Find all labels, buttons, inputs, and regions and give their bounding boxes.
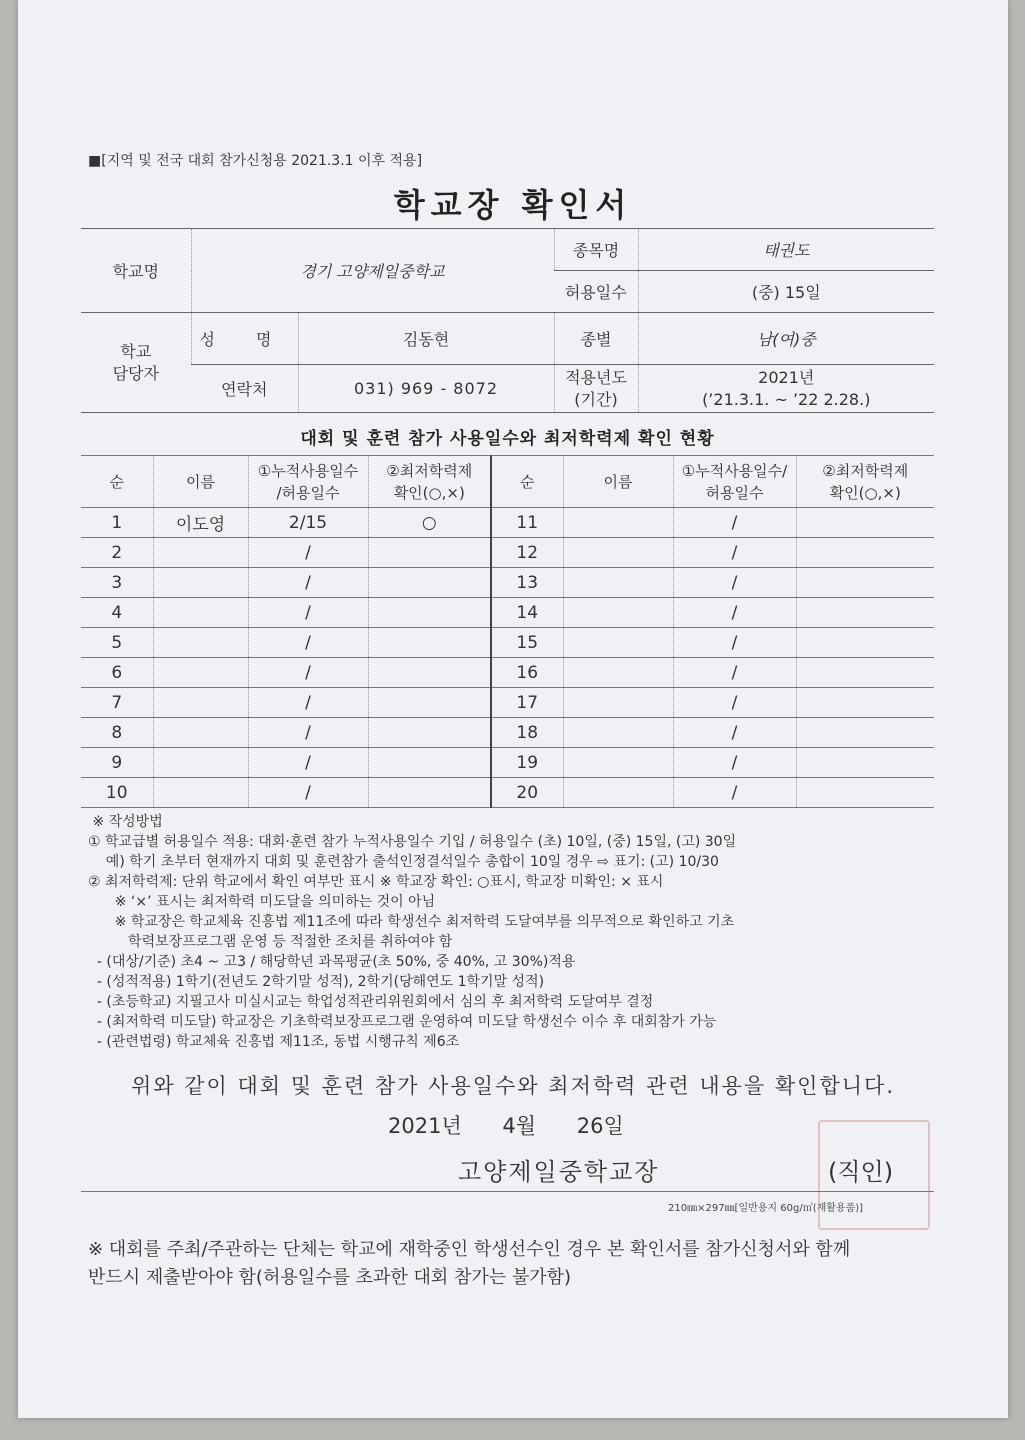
cell-left-used: /: [248, 628, 368, 658]
cell-left-used: /: [248, 568, 368, 598]
cell-left-used: /: [248, 778, 368, 808]
instruction-line: ① 학교급별 허용일수 적용: 대회·훈련 참가 누적사용일수 기입 / 허용일수 (초) 10일, (중) 15일, (고) 30일: [88, 834, 737, 850]
cell-left-no: 9: [81, 748, 153, 778]
cell-left-min: [368, 658, 491, 688]
contact-label: 연락처: [191, 365, 298, 413]
cell-right-name: [563, 628, 673, 658]
principal-title: 고양제일중학교장: [458, 1158, 660, 1186]
writing-instructions: [88, 812, 948, 1052]
cell-right-no: 19: [491, 748, 563, 778]
instruction-line: - (대상/기준) 초4 ~ 고3 / 해당학년 과목평균(초 50%, 중 40%, 고 30%)적용: [88, 954, 576, 970]
cell-left-no: 4: [81, 598, 153, 628]
cell-right-used: /: [673, 748, 796, 778]
divider: [81, 1191, 934, 1192]
document-title: 학교장 확인서: [393, 186, 633, 224]
cell-left-min: [368, 718, 491, 748]
header-min-academic-right: ②최저학력제 확인(○,×): [796, 456, 934, 508]
table-row: [81, 508, 934, 538]
cell-right-name: [563, 718, 673, 748]
cell-left-used: /: [248, 688, 368, 718]
cell-left-no: 1: [81, 508, 153, 538]
cell-right-name: [563, 688, 673, 718]
cell-left-name: [153, 748, 248, 778]
cell-right-no: 11: [491, 508, 563, 538]
cell-left-no: 7: [81, 688, 153, 718]
cell-right-used: /: [673, 628, 796, 658]
seal-label: (직인): [828, 1158, 894, 1186]
confirmation-statement: 위와 같이 대회 및 훈련 참가 사용일수와 최저학력 관련 내용을 확인합니다.: [130, 1074, 895, 1098]
cell-right-min: [796, 598, 934, 628]
cell-right-min: [796, 658, 934, 688]
school-name-label: 학교명: [81, 229, 191, 313]
cell-right-no: 15: [491, 628, 563, 658]
instruction-line: ※ ‘×’ 표시는 최저학력 미도달을 의미하는 것이 아님: [88, 894, 436, 910]
instruction-line: - (초등학교) 지필고사 미실시교는 학업성적관리위원회에서 심의 후 최저학력 도달여부 결정: [88, 994, 654, 1010]
cell-left-name: [153, 688, 248, 718]
cell-left-min: [368, 778, 491, 808]
cell-left-used: 2/15: [248, 508, 368, 538]
cell-left-name: [153, 538, 248, 568]
cell-right-min: [796, 688, 934, 718]
cell-right-no: 16: [491, 658, 563, 688]
cell-left-name: [153, 778, 248, 808]
cell-left-used: /: [248, 658, 368, 688]
cell-right-min: [796, 508, 934, 538]
cell-right-no: 12: [491, 538, 563, 568]
cell-left-no: 10: [81, 778, 153, 808]
section-title: 대회 및 훈련 참가 사용일수와 최저학력제 확인 현황: [300, 429, 715, 449]
cell-right-name: [563, 598, 673, 628]
cell-right-min: [796, 538, 934, 568]
cell-left-name: [153, 568, 248, 598]
manager-label: 학교 담당자: [81, 313, 191, 413]
cell-right-no: 18: [491, 718, 563, 748]
instruction-line: ※ 작성방법: [88, 814, 163, 830]
cell-right-name: [563, 748, 673, 778]
instruction-line: - (관련법령) 학교체육 진흥법 제11조, 동법 시행규칙 제6조: [88, 1034, 460, 1050]
year-value: 2021년 (’21.3.1. ~ ’22 2.28.): [638, 365, 934, 413]
header-min-academic: ②최저학력제 확인(○,×): [368, 456, 491, 508]
cell-right-no: 14: [491, 598, 563, 628]
instruction-line: - (성적적용) 1학기(전년도 2학기말 성적), 2학기(당해연도 1학기말 성적): [88, 974, 545, 990]
cell-left-min: [368, 538, 491, 568]
table-row: [81, 628, 934, 658]
allowed-days-value: (중) 15일: [638, 271, 934, 313]
date-day: 26일: [576, 1114, 624, 1138]
instruction-line: 학력보장프로그램 운영 등 적절한 조치를 취하여야 함: [88, 934, 453, 950]
cell-left-no: 2: [81, 538, 153, 568]
cell-right-name: [563, 568, 673, 598]
status-table: [81, 455, 934, 808]
instruction-line: ② 최저학력제: 단위 학교에서 확인 여부만 표시 ※ 학교장 확인: ○표시, 학교장 미확인: × 표시: [88, 874, 664, 890]
status-table-body: [81, 508, 934, 808]
allowed-days-label: 허용일수: [554, 271, 638, 313]
school-name-value: 경기 고양제일중학교: [191, 229, 554, 313]
header-no: 순: [81, 456, 153, 508]
header-name: 이름: [153, 456, 248, 508]
name-label: 성 명: [191, 313, 298, 365]
category-label: 종별: [554, 313, 638, 365]
cell-right-min: [796, 748, 934, 778]
event-value: 태권도: [638, 229, 934, 271]
cell-right-min: [796, 778, 934, 808]
cell-left-no: 3: [81, 568, 153, 598]
cell-right-used: /: [673, 538, 796, 568]
cell-right-used: /: [673, 778, 796, 808]
cell-right-min: [796, 718, 934, 748]
status-table-header: [81, 456, 934, 508]
header-no-right: 순: [491, 456, 563, 508]
header-used-days: ①누적사용일수 /허용일수: [248, 456, 368, 508]
cell-right-name: [563, 778, 673, 808]
instruction-line: - (최저학력 미도달) 학교장은 기초학력보장프로그램 운영하여 미도달 학생선수 이수 후 대회참가 가능: [88, 1014, 717, 1030]
instruction-line: 예) 학기 초부터 현재까지 대회 및 훈련참가 출석인정결석일수 총합이 10일 경우 ⇨ 표기: (고) 10/30: [88, 854, 719, 870]
paper-spec: 210㎜×297㎜[일반용지 60g/㎡(재활용품)]: [668, 1203, 864, 1214]
cell-left-used: /: [248, 598, 368, 628]
table-row: [81, 688, 934, 718]
cell-right-used: /: [673, 658, 796, 688]
cell-right-no: 13: [491, 568, 563, 598]
cell-left-used: /: [248, 538, 368, 568]
cell-left-min: [368, 568, 491, 598]
cell-left-used: /: [248, 748, 368, 778]
cell-right-min: [796, 568, 934, 598]
cell-right-used: /: [673, 508, 796, 538]
date-year: 2021년: [388, 1114, 462, 1138]
cell-left-no: 5: [81, 628, 153, 658]
cell-left-name: [153, 658, 248, 688]
cell-left-name: [153, 598, 248, 628]
cell-right-used: /: [673, 568, 796, 598]
form-usage-note: ■[지역 및 전국 대회 참가신청용 2021.3.1 이후 적용]: [88, 153, 423, 169]
table-row: [81, 778, 934, 808]
cell-left-min: [368, 748, 491, 778]
table-row: [81, 718, 934, 748]
cell-right-used: /: [673, 688, 796, 718]
table-row: [81, 658, 934, 688]
year-label: 적용년도 (기간): [554, 365, 638, 413]
header-name-right: 이름: [563, 456, 673, 508]
instruction-line: ※ 학교장은 학교체육 진흥법 제11조에 따라 학생선수 최저학력 도달여부를 의무적으로 확인하고 기초: [88, 914, 735, 930]
cell-left-name: [153, 628, 248, 658]
cell-right-used: /: [673, 598, 796, 628]
issue-date: [388, 1110, 658, 1140]
cell-right-name: [563, 538, 673, 568]
date-month: 4월: [502, 1114, 537, 1138]
table-row: [81, 748, 934, 778]
event-label: 종목명: [554, 229, 638, 271]
header-used-days-right: ①누적사용일수/ 허용일수: [673, 456, 796, 508]
cell-right-used: /: [673, 718, 796, 748]
cell-right-no: 20: [491, 778, 563, 808]
cell-left-no: 8: [81, 718, 153, 748]
table-row: [81, 538, 934, 568]
cell-right-name: [563, 658, 673, 688]
table-row: [81, 568, 934, 598]
table-row: [81, 598, 934, 628]
cell-left-min: ○: [368, 508, 491, 538]
cell-left-no: 6: [81, 658, 153, 688]
cell-left-name: 이도영: [153, 508, 248, 538]
document-page: [18, 0, 1008, 1418]
cell-right-min: [796, 628, 934, 658]
info-table: [81, 228, 934, 413]
cell-left-min: [368, 688, 491, 718]
contact-value: 031) 969 - 8072: [298, 365, 554, 413]
cell-left-used: /: [248, 718, 368, 748]
cell-left-name: [153, 718, 248, 748]
name-value: 김동현: [298, 313, 554, 365]
cell-right-name: [563, 508, 673, 538]
cell-left-min: [368, 598, 491, 628]
cell-left-min: [368, 628, 491, 658]
cell-right-no: 17: [491, 688, 563, 718]
category-value: 남(여)중: [638, 313, 934, 365]
submission-notice: ※ 대회를 주최/주관하는 단체는 학교에 재학중인 학생선수인 경우 본 확인서를 참가신청서와 함께 반드시 제출받아야 함(허용일수를 초과한 대회 참가는 불가함): [88, 1239, 851, 1288]
